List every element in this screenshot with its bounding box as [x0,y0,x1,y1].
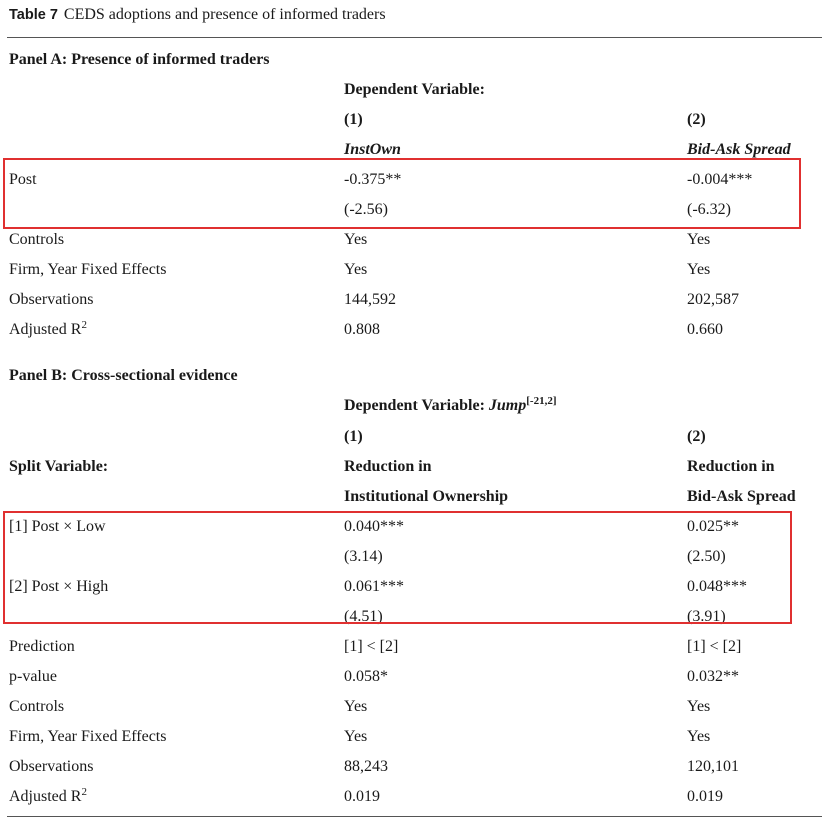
row-label: Adjusted $R^2$ [9,786,87,805]
table-row [0,728,829,752]
cell-col1: 0.061*** [344,578,404,595]
panel-a-dep-var: Dependent Variable: [344,81,485,98]
highlight-box-panel-a [3,158,801,229]
panel-b-title-row [0,367,829,391]
panel-b-col1-header-line2: Institutional Ownership [344,488,509,505]
row-label: Prediction [9,638,75,655]
highlight-box-panel-b [3,511,792,624]
cell-col1: 0.040*** [344,518,404,535]
table-row [0,321,829,345]
cell-col1: -0.375** [344,171,402,188]
cell-col1: 88,243 [344,758,388,775]
panel-b-col-number-row [0,428,829,452]
panel-b-dep-var: Dependent Variable: Jump[-21,2] [344,395,557,414]
panel-b-dep-var-row [0,397,829,421]
cell-col2: 120,101 [687,758,739,775]
cell-col2: Yes [687,231,711,248]
jump-superscript: [-21,2] [526,395,557,407]
cell-col1: Yes [344,728,368,745]
split-variable-label: Split Variable: [9,458,109,475]
jump-symbol: Jump [488,397,527,414]
table-row [0,788,829,812]
panel-a-col1-name: InstOwn [344,141,401,158]
cell-col2: Yes [687,261,711,278]
cell-col2: [1] < [2] [687,638,742,655]
panel-b-col2-header-line2: Bid-Ask Spread [687,488,796,505]
bottom-rule [7,816,822,817]
top-rule [7,37,822,38]
cell-col2: 0.019 [687,788,723,805]
row-label: Controls [9,231,65,248]
row-label: Controls [9,698,65,715]
row-label: Firm, Year Fixed Effects [9,261,167,278]
cell-col2: 0.048*** [687,578,747,595]
row-label: Observations [9,758,94,775]
cell-col1: Yes [344,231,368,248]
cell-col2: 0.032** [687,668,739,685]
cell-col2: Yes [687,698,711,715]
cell-col2: (3.91) [687,608,726,625]
cell-col2: 0.025** [687,518,739,535]
table-label: Table 7 [9,7,58,23]
cell-col1: 0.058* [344,668,388,685]
cell-col2: 202,587 [687,291,739,308]
row-label: Firm, Year Fixed Effects [9,728,167,745]
cell-col1: [1] < [2] [344,638,399,655]
table-row [0,668,829,692]
table-caption [9,6,386,24]
cell-col1: 0.019 [344,788,380,805]
panel-a-col1-number: (1) [344,111,363,128]
table-row [0,758,829,782]
table-row [0,261,829,285]
row-label: p-value [9,668,57,685]
superscript: 2 [81,786,87,798]
panel-b-title: Panel B: Cross-sectional evidence [9,367,238,384]
cell-col2: (2.50) [687,548,726,565]
panel-a-col2-number: (2) [687,111,706,128]
panel-b-col-header-row [0,458,829,482]
panel-b-col1-number: (1) [344,428,363,445]
cell-col2: 0.660 [687,321,723,338]
table-row [0,638,829,662]
panel-b-col-header-row [0,488,829,512]
cell-col1: 0.808 [344,321,380,338]
panel-b-col2-header-line1: Reduction in [687,458,775,475]
cell-col1: (4.51) [344,608,383,625]
cell-col2: (-6.32) [687,201,731,218]
table-row [0,698,829,722]
cell-col2: -0.004*** [687,171,753,188]
table-row [0,231,829,255]
table-row [0,291,829,315]
cell-col1: (3.14) [344,548,383,565]
row-label: [1] Post × Low [9,518,106,535]
table-title: CEDS adoptions and presence of informed traders [63,6,386,23]
row-label: Post [9,171,37,188]
cell-col1: 144,592 [344,291,396,308]
superscript: 2 [81,319,87,331]
panel-a-col-number-row [0,111,829,135]
panel-a-col2-name: Bid-Ask Spread [687,141,791,158]
row-label: Adjusted $R^2$ [9,319,87,338]
cell-col1: (-2.56) [344,201,388,218]
cell-col2: Yes [687,728,711,745]
cell-col1: Yes [344,261,368,278]
panel-b-col2-number: (2) [687,428,706,445]
row-label: Observations [9,291,94,308]
panel-a-title: Panel A: Presence of informed traders [9,51,270,68]
panel-b-col1-header-line1: Reduction in [344,458,432,475]
panel-a-title-row [0,51,829,75]
row-label: [2] Post × High [9,578,109,595]
cell-col1: Yes [344,698,368,715]
panel-a-dep-var-row [0,81,829,105]
